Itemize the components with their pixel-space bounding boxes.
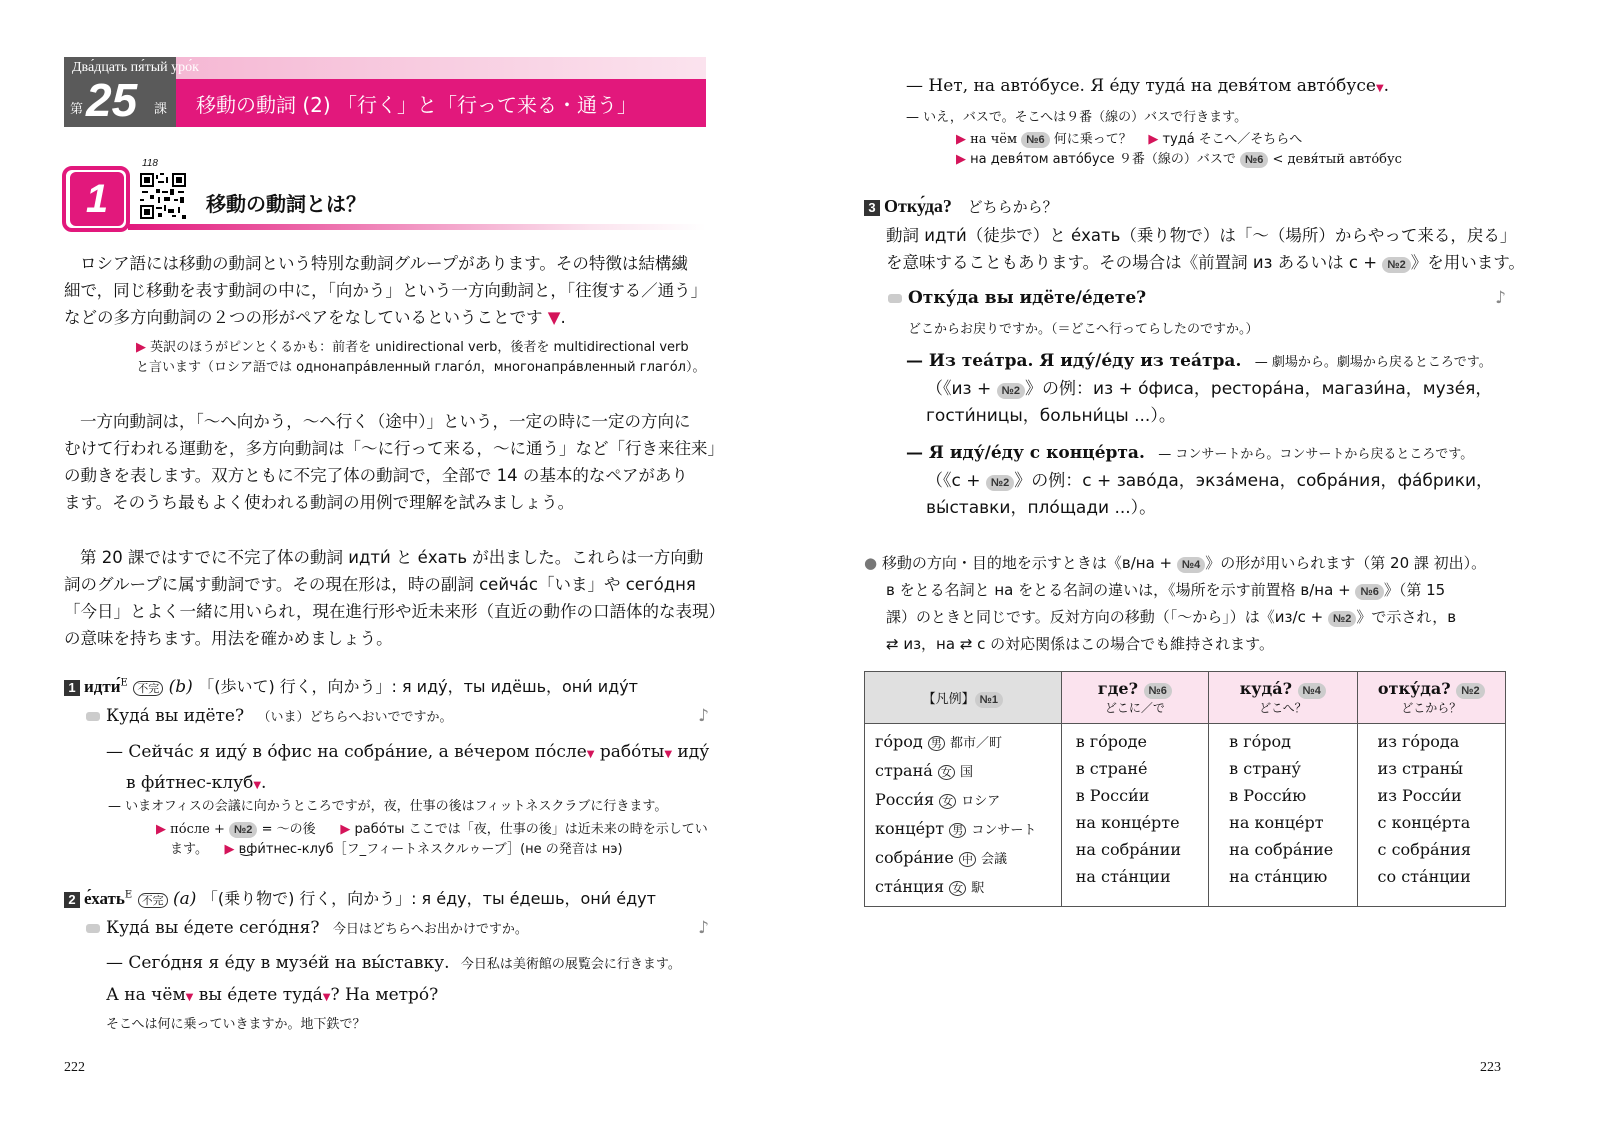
header-ja: どこから？ bbox=[1401, 701, 1462, 715]
question-ja: （いま）どちらへおいでですか。 bbox=[257, 710, 453, 725]
gender-badge: 男 bbox=[928, 736, 945, 751]
s-example-c: вы́ставки，пло́щади ...）。 bbox=[926, 498, 1157, 518]
intro-paragraph bbox=[64, 250, 709, 331]
iz-example-b: 》の例：из + о́фиса，рестора́на，магази́на，музе́я， bbox=[1025, 379, 1493, 399]
cell-gde: в го́роде bbox=[1075, 732, 1147, 751]
cell-otkuda: со ста́нции bbox=[1377, 867, 1471, 886]
intro-line-1: ロシア語には移動の動詞という特別な動詞グループがあります。その特徴は結構繊 bbox=[80, 254, 688, 273]
answer-ja: 今日私は美術館の展覧会に行きます。 bbox=[460, 957, 681, 972]
page-number-left: 222 bbox=[64, 1060, 85, 1075]
row-word: собра́ние bbox=[875, 848, 954, 867]
cell-kuda: на ста́нцию bbox=[1229, 867, 1328, 886]
row-ja: コンサート bbox=[971, 823, 1037, 838]
subsection-title: Отку́да? bbox=[884, 196, 952, 216]
case-tag: №2 bbox=[1328, 611, 1356, 627]
dir-line-1: 一方向動詞は，「～へ向かう，～へ行く（途中）」という，一定の時に一定の方向に bbox=[80, 412, 691, 431]
aspect-badge: 不完 bbox=[138, 893, 168, 908]
audio-note-icon[interactable]: ♪ bbox=[1495, 288, 1506, 308]
pres-line-2: 詞のグループに属す動詞です。その現在形は，時の副詞 сейча́с「いま」や сего́дня bbox=[64, 575, 696, 594]
cell-kuda: на собра́ние bbox=[1229, 840, 1334, 859]
lesson-number: 25 bbox=[86, 74, 138, 126]
row-ja: ロシア bbox=[961, 794, 1001, 809]
note-raboty: рабо́ты ここでは「夜，仕事の後」は近未来の時を示してい bbox=[354, 822, 708, 837]
followup-ru-c: ? На метро́? bbox=[330, 985, 439, 1005]
verb-entry-ehat bbox=[64, 886, 709, 909]
cell-kuda: в го́род bbox=[1229, 732, 1291, 751]
english-note-line-2: と言います（ロシア語では однонапра́вленный глаго́л，многонапра́вленный глаго́л）。 bbox=[136, 360, 706, 375]
verb-superscript: E bbox=[124, 889, 133, 901]
aspect-badge: 不完 bbox=[133, 681, 163, 696]
cell-otkuda: с собра́ния bbox=[1377, 840, 1472, 859]
cell-otkuda: с конце́рта bbox=[1377, 813, 1471, 832]
answer-koncert-ja: — コンサートから。コンサートから戻るところです。 bbox=[1158, 447, 1474, 462]
lesson-suffix: 課 bbox=[154, 102, 168, 117]
case-tag: №1 bbox=[975, 692, 1003, 708]
row-ja: 会議 bbox=[981, 852, 1008, 867]
note-na-chem-ja: 何に乗って？ bbox=[1053, 132, 1132, 147]
note-masu: ます。 bbox=[170, 842, 208, 857]
dir-line-4: ます。そのうち最もよく使われる動詞の用例で理解を試みましょう。 bbox=[64, 493, 575, 512]
legend-label: 【凡例】 bbox=[922, 691, 975, 707]
lesson-header bbox=[64, 57, 706, 127]
answer-teatr-ru: — Из теа́тра. Я иду́/е́ду из теа́тра. bbox=[906, 351, 1242, 371]
direction-note-1a: 移動の方向・目的地を示すときは《в/на + bbox=[881, 554, 1173, 572]
row-word: ста́нция bbox=[875, 877, 945, 896]
gender-badge: 女 bbox=[949, 881, 966, 896]
question-ru: Куда́ вы идёте? bbox=[106, 706, 245, 726]
header-gde bbox=[1061, 672, 1208, 724]
word-column bbox=[865, 724, 1062, 907]
header-otkuda bbox=[1357, 672, 1505, 724]
pres-line-4: の意味を持ちます。用法を確かめましょう。 bbox=[64, 629, 393, 648]
otkuda-question-ru: Отку́да вы идёте/е́дете? bbox=[908, 288, 1147, 308]
case-tag: №6 bbox=[1355, 584, 1383, 600]
answer-teatr-ja: — 劇場から。劇場から戻るところです。 bbox=[1254, 355, 1492, 370]
s-example-b: 》の例：с + заво́да，экза́мена，собра́ния，фа́брики， bbox=[1014, 471, 1494, 491]
example-answer-1: — Сейча́с я иду́ в о́фис на собра́ние, а ве́чером по́сле▼ рабо́ты▼ иду́ в фи́тнес-клуб▼. bbox=[106, 742, 710, 793]
s-example-a: （《с + bbox=[926, 471, 981, 491]
verb-superscript: E bbox=[120, 677, 128, 689]
speech-bubble-icon: ● bbox=[864, 554, 878, 572]
direction-note-2a: в をとる名詞と на をとる名詞の違いは，《場所を示す前置格 в/на + bbox=[886, 581, 1351, 599]
verb-idti: идти́ bbox=[84, 677, 121, 696]
note-tuda: туда́ そこへ／そちらへ bbox=[1162, 132, 1303, 147]
gender-badge: 男 bbox=[949, 823, 966, 838]
direction-note-4: ⇄ из，на ⇄ с の対応関係はこの場合でも維持されます。 bbox=[886, 635, 1274, 653]
page-number-right: 223 bbox=[1480, 1060, 1501, 1075]
bus-notes: ▶ на чём №6 何に乗って？ ▶ туда́ そこへ／そちらへ ▶ на девя́том авто́бусе ９番（線の）バスで №6 < девя́тый авто́бус bbox=[956, 132, 1402, 167]
verb-entry-idti bbox=[64, 674, 709, 697]
qr-code-icon[interactable] bbox=[140, 173, 186, 219]
audio-note-icon[interactable]: ♪ bbox=[698, 918, 709, 938]
verb-entry-number: 2 bbox=[64, 892, 80, 908]
row-word: го́род bbox=[875, 732, 923, 751]
gender-badge: 女 bbox=[939, 794, 956, 809]
direction-note-3a: 課）のときと同じです。反対方向の移動（「～から」）は《из/с + bbox=[886, 608, 1324, 626]
answer-ru-rabota: рабо́ты bbox=[594, 742, 665, 762]
answer-ru: — Сего́дня я е́ду в музе́й на вы́ставку. bbox=[106, 953, 450, 973]
cell-gde: на конце́рте bbox=[1075, 813, 1180, 832]
cell-gde: в стране́ bbox=[1075, 759, 1148, 778]
otkuda-answer-1 bbox=[906, 348, 1510, 430]
section-title: 移動の動詞とは？ bbox=[206, 192, 366, 216]
note-devyatom: на девя́том авто́бусе ９番（線の）バスで bbox=[970, 152, 1236, 167]
section-heading bbox=[62, 158, 706, 234]
intro-line-3: などの多方向動詞の２つの形がペアをなしているということです ▼. bbox=[64, 308, 566, 327]
answer-ja-1: — いまオフィスの会議に向かうところですが，夜，仕事の後はフィットネスクラブに行きます。 bbox=[108, 799, 668, 814]
legend-cell bbox=[865, 672, 1062, 724]
subsection-number: 3 bbox=[864, 200, 880, 216]
otkuda-line-2b: 》を用います。 bbox=[1410, 253, 1525, 272]
otkuda-paragraph bbox=[886, 222, 1525, 276]
section-number: 1 bbox=[85, 177, 109, 221]
example-answer-2: — Сего́дня я е́ду в музе́й на вы́ставку. 今日私は美術館の展覧会に行きます。 А на чём▼ вы е́дете туда́▼? На метро́? そこへは何に乗っていきますか。地下鉄で？ bbox=[106, 948, 709, 1037]
row-word: конце́рт bbox=[875, 819, 945, 838]
verb-ehat: е́хать bbox=[84, 889, 125, 908]
row-ja: 駅 bbox=[971, 881, 985, 896]
lesson-prefix: 第 bbox=[70, 102, 84, 117]
directional-paragraph bbox=[64, 408, 724, 516]
note-posle: по́сле + bbox=[170, 822, 225, 837]
note-posle-ja: = ～の後 bbox=[261, 822, 316, 837]
question-ja: 今日はどちらへお出かけですか。 bbox=[332, 922, 528, 937]
otkuda-column bbox=[1357, 724, 1505, 907]
dir-line-3: の動きを表します。双方ともに不完了体の動詞で，全部で 14 の基本的なペアがあり bbox=[64, 466, 688, 485]
case-tag: №2 bbox=[997, 383, 1025, 399]
row-ja: 都市／町 bbox=[949, 736, 1002, 751]
direction-note-1b: 》の形が用いられます（第 20 課 初出）。 bbox=[1205, 554, 1487, 572]
case-tag: №2 bbox=[229, 822, 257, 838]
answer-ru-idu: иду́ bbox=[672, 742, 710, 762]
example-marker-icon bbox=[86, 712, 100, 721]
subsection-title-ja: どちらから？ bbox=[967, 198, 1058, 216]
english-note-line-1: 英訳のほうがピンとくるかも：前者を unidirectional verb，後者を multidirectional verb bbox=[150, 340, 689, 355]
answer-bus: — Нет, на авто́бусе. Я е́ду туда́ на девя́том авто́бусе▼. bbox=[906, 76, 1390, 96]
cell-gde: в Росси́и bbox=[1075, 786, 1150, 805]
row-ja: 国 bbox=[959, 765, 973, 780]
answer-bus-ja: — いえ，バスで。そこへは９番（線の）バスで行きます。 bbox=[906, 110, 1248, 125]
case-tag: №4 bbox=[1177, 557, 1205, 573]
followup-ru-b: вы е́дете туда́ bbox=[193, 985, 323, 1005]
followup-ru-a: А на чём bbox=[106, 985, 186, 1005]
audio-track-number: 118 bbox=[142, 158, 158, 169]
lesson-title: 移動の動詞 (2) 「行く」と「行って来る・通う」 bbox=[196, 93, 638, 117]
header-ja: どこへ？ bbox=[1259, 701, 1307, 715]
header-ru: куда́? bbox=[1239, 679, 1292, 698]
cell-kuda: в Росси́ю bbox=[1229, 786, 1307, 805]
direction-note-3b: 》で示され，в bbox=[1356, 608, 1457, 626]
iz-example-c: гости́ницы，больни́цы ...）。 bbox=[926, 406, 1176, 426]
case-tag: №2 bbox=[1456, 683, 1484, 699]
answer-ru-line-1: — Сейча́с я иду́ в о́фис на собра́ние, а ве́чером по́сле bbox=[106, 742, 587, 762]
case-tag: №2 bbox=[986, 475, 1014, 491]
case-tag: №6 bbox=[1240, 152, 1268, 168]
otkuda-line-2a: を意味することもあります。その場合は《前置詞 из あるいは c + bbox=[886, 253, 1378, 272]
present-tense-paragraph bbox=[64, 544, 725, 652]
row-word: страна́ bbox=[875, 761, 933, 780]
header-ru: отку́да? bbox=[1377, 679, 1451, 698]
intro-line-2: 細で，同じ移動を表す動詞の中に，「向かう」という一方向動詞と，「往復する／通う」 bbox=[64, 281, 708, 300]
subsection-otkuda bbox=[864, 196, 1509, 217]
pres-line-1: 第 20 課ではすでに不完了体の動詞 идти́ と е́хать が出ました。これらは一方向動 bbox=[80, 548, 704, 567]
lesson-russian-title: Два́дцать пя́тый уро́к bbox=[72, 60, 199, 75]
answer-bus-ru: — Нет, на авто́бусе. Я е́ду туда́ на девя́том авто́бусе bbox=[906, 76, 1376, 96]
gender-badge: 中 bbox=[959, 852, 976, 867]
otkuda-line-1: 動詞 идти́（徒歩で）と е́хать（乗り物で）は「～（場所）からやって来る，戻る」 bbox=[886, 226, 1517, 245]
otkuda-question bbox=[888, 288, 1506, 308]
case-tag: №4 bbox=[1298, 683, 1326, 699]
case-tag: №6 bbox=[1021, 132, 1049, 148]
cell-gde: на собра́нии bbox=[1075, 840, 1181, 859]
note-na-chem: на чём bbox=[970, 132, 1018, 147]
question-ru: Куда́ вы е́дете сего́дня? bbox=[106, 918, 320, 938]
verb-entry-number: 1 bbox=[64, 680, 80, 696]
direction-note bbox=[864, 550, 1509, 658]
example-question-1 bbox=[86, 706, 709, 726]
otkuda-question-ja: どこからお戻りですか。（＝どこへ行ってらしたのですか。） bbox=[908, 322, 1259, 337]
gender-badge: 女 bbox=[938, 765, 955, 780]
verb-gloss: 「(乗り物で) 行く，向かう」: я е́ду，ты е́дешь，они́ е́дут bbox=[201, 889, 656, 908]
note-devyatyi: < девя́тый авто́бус bbox=[1272, 152, 1402, 167]
cell-kuda: в страну́ bbox=[1229, 759, 1301, 778]
row-word: Росси́я bbox=[875, 790, 935, 809]
case-tag: №6 bbox=[1144, 683, 1172, 699]
note-fitness: в͜фи́тнес-клуб［フ_フィートネスクルゥーブ］(не の発音は нэ) bbox=[238, 842, 623, 857]
case-table bbox=[864, 671, 1506, 907]
kuda-column bbox=[1209, 724, 1357, 907]
example-marker-icon bbox=[888, 294, 902, 303]
item1-notes: ▶ по́сле + №2 = ～の後 ▶ рабо́ты ここでは「夜，仕事の後」は近未来の時を示してい ます。 ▶ в͜фи́тнес-клуб［フ_フィートネスクルゥーブ］(не の発音は нэ) bbox=[156, 822, 708, 857]
cell-otkuda: из Росси́и bbox=[1377, 786, 1462, 805]
verb-gloss: 「(歩いて) 行く，向かう」: я иду́，ты идёшь，они́ иду́т bbox=[198, 677, 639, 696]
cell-otkuda: из го́рода bbox=[1377, 732, 1460, 751]
cell-otkuda: из страны́ bbox=[1377, 759, 1463, 778]
audio-note-icon[interactable]: ♪ bbox=[698, 706, 709, 726]
example-question-2 bbox=[86, 918, 709, 938]
table-header-row bbox=[865, 672, 1506, 724]
conjugation-class: (a) bbox=[173, 889, 197, 909]
header-ja: どこに／で bbox=[1104, 701, 1165, 715]
iz-example-a: （《из + bbox=[926, 379, 992, 399]
conjugation-class: (b) bbox=[168, 677, 193, 697]
cell-kuda: на конце́рт bbox=[1229, 813, 1324, 832]
dir-line-2: むけて行われる運動を，多方向動詞は「～に行って来る，～に通う」など「行き来往来」 bbox=[64, 439, 724, 458]
case-tag: №2 bbox=[1382, 257, 1410, 273]
english-note: ▶ 英訳のほうがピンとくるかも：前者を unidirectional verb，後者を multidirectional verb と言います（ロシア語では однонапра́вленный глаго́л，многонапра́вленный глаго́л）。 bbox=[136, 338, 708, 378]
header-ru: где? bbox=[1097, 679, 1138, 698]
example-marker-icon bbox=[86, 924, 100, 933]
followup-ja: そこへは何に乗っていきますか。地下鉄で？ bbox=[106, 1017, 366, 1032]
direction-note-2b: 》（第 15 bbox=[1383, 581, 1446, 599]
answer-ru-line-2: в фи́тнес-клуб bbox=[126, 773, 254, 793]
answer-koncert-ru: — Я иду́/е́ду с конце́рта. bbox=[906, 443, 1145, 463]
cell-gde: на ста́нции bbox=[1075, 867, 1171, 886]
gde-column bbox=[1061, 724, 1208, 907]
otkuda-answer-2 bbox=[906, 440, 1510, 522]
pres-line-3: 「今日」とよく一緒に用いられ，現在進行形や近未来形（直近の動作の口語体的な表現） bbox=[64, 602, 725, 621]
table-body-row bbox=[865, 724, 1506, 907]
header-kuda bbox=[1209, 672, 1357, 724]
